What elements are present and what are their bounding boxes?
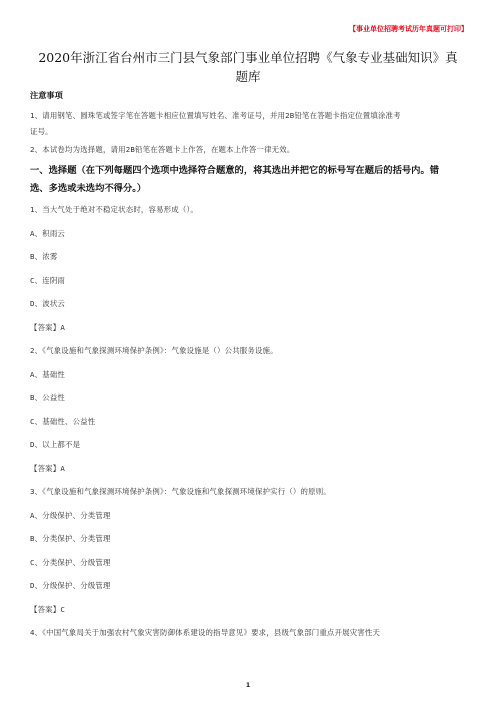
title-line-1: 2020年浙江省台州市三门县气象部门事业单位招聘《气象专业基础知识》真 <box>38 50 458 65</box>
question-4-stem: 4、《中国气象局关于加强农村气象灾害防御体系建设的指导意见》要求，县级气象部门重点开展灾害性天 <box>30 628 381 637</box>
question-3-option-b: B、分类保护、分类管理 <box>30 534 111 543</box>
question-2-option-c: C、基础性、公益性 <box>30 417 96 426</box>
question-2-option-d: D、以上都不是 <box>30 440 81 449</box>
question-3-option-c: C、分类保护、分级管理 <box>30 558 111 567</box>
question-1-option-d: D、波状云 <box>30 299 66 308</box>
document-title <box>36 48 460 86</box>
header-note: 【事业单位招聘考试历年真题可打印】 <box>349 25 468 33</box>
question-1-answer: 【答案】A <box>30 323 66 332</box>
question-1-option-b: B、浓雾 <box>30 252 58 261</box>
question-2-option-a: A、基础性 <box>30 370 66 379</box>
question-2-answer: 【答案】A <box>30 464 66 473</box>
question-3-stem: 3、《气象设施和气象探测环境保护条例》：气象设施和气象探测环境保护实行（）的原则。 <box>30 487 331 496</box>
question-3-option-d: D、分级保护、分级管理 <box>30 581 111 590</box>
page-number: 1 <box>245 681 251 689</box>
note-item-1-line-1: 1、请用钢笔、圆珠笔或签字笔在答题卡相应位置填写姓名、准考证号，并用2B铅笔在答题卡指定位置填涂准考 <box>30 111 401 120</box>
section-heading-line-2: 选、多选或未选均不得分。） <box>30 183 147 194</box>
question-2-option-b: B、公益性 <box>30 393 66 402</box>
title-line-2: 题库 <box>235 69 261 84</box>
question-1-option-a: A、积雨云 <box>30 229 66 238</box>
note-item-1-line-2: 证号。 <box>30 127 53 136</box>
question-1-option-c: C、连阴雨 <box>30 276 66 285</box>
question-3-answer: 【答案】C <box>30 605 66 614</box>
question-3-option-a: A、分级保护、分类管理 <box>30 511 111 520</box>
question-2-stem: 2、《气象设施和气象探测环境保护条例》：气象设施是（）公共服务设施。 <box>30 346 278 355</box>
question-1-stem: 1、当大气处于绝对不稳定状态时，容易形成（）。 <box>30 205 198 214</box>
note-item-2: 2、本试卷均为选择题，请用2B铅笔在答题卡上作答，在题本上作答一律无效。 <box>30 145 295 154</box>
section-heading-line-1: 一、选择题（在下列每题四个选项中选择符合题意的，将其选出并把它的标号写在题后的括号内。错 <box>30 165 440 176</box>
notes-heading: 注意事项 <box>30 90 63 100</box>
